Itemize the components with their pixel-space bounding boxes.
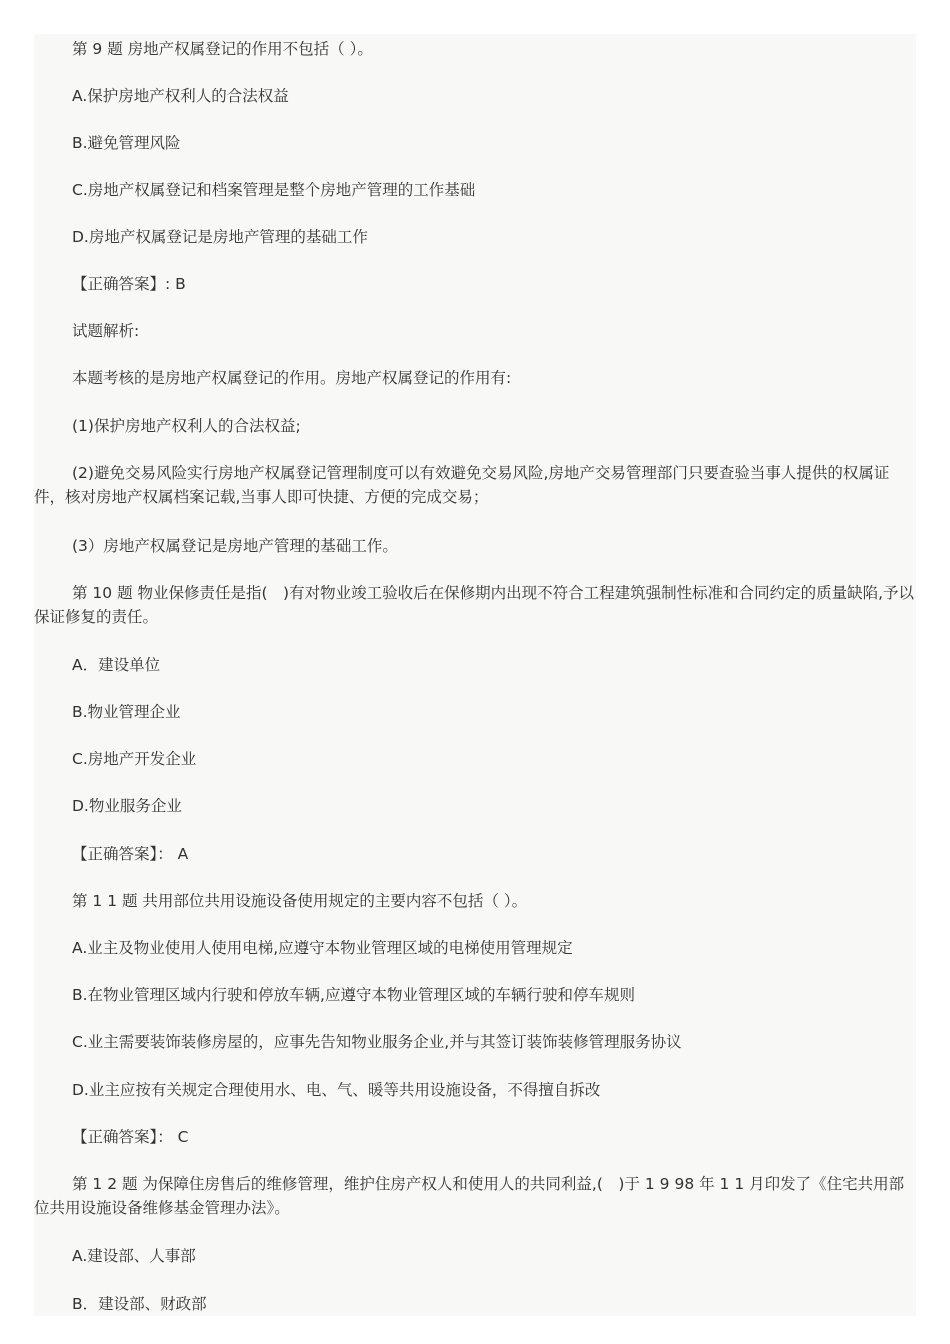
question-11-option-b: B.在物业管理区域内行驶和停放车辆,应遵守本物业管理区域的车辆行驶和停车规则 — [72, 986, 635, 1004]
question-10-answer: 【正确答案】： A — [72, 845, 189, 863]
question-11-option-a: A.业主及物业使用人使用电梯,应遵守本物业管理区域的电梯使用管理规定 — [72, 939, 573, 957]
question-10-option-a: A．建设单位 — [72, 656, 161, 674]
question-12-option-a: A.建设部、人事部 — [72, 1247, 196, 1265]
question-12-title: 第 1 2 题 为保障住房售后的维修管理，维护住房产权人和使用人的共同利益,( )于 1 9 98 年 1 1 月印发了《住宅共用部位共用设施设备维修基金管理办法》。 — [34, 1175, 905, 1217]
question-11-title: 第 1 1 题 共用部位共用设施设备使用规定的主要内容不包括（ ）。 — [72, 892, 528, 910]
question-10-option-b: B.物业管理企业 — [72, 703, 181, 721]
analysis-point-2: (2)避免交易风险实行房地产权属登记管理制度可以有效避免交易风险,房地产交易管理部门只要查验当事人提供的权属证件，核对房地产权属档案记载,当事人即可快捷、方便的完成交易； — [34, 464, 890, 506]
question-10-option-c: C.房地产开发企业 — [72, 750, 197, 768]
question-10-title: 第 10 题 物业保修责任是指( )有对物业竣工验收后在保修期内出现不符合工程建筑强制性标准和合同约定的质量缺陷,予以保证修复的责任。 — [34, 584, 915, 626]
question-9-option-c: C.房地产权属登记和档案管理是整个房地产管理的工作基础 — [72, 181, 476, 199]
question-11-option-d: D.业主应按有关规定合理使用水、电、气、暖等共用设施设备，不得擅自拆改 — [72, 1081, 601, 1099]
question-10-option-d: D.物业服务企业 — [72, 797, 182, 815]
question-11-answer: 【正确答案】： C — [72, 1128, 189, 1146]
question-9-option-a: A.保护房地产权利人的合法权益 — [72, 87, 289, 105]
analysis-intro: 本题考核的是房地产权属登记的作用。房地产权属登记的作用有: — [72, 369, 512, 387]
document-page — [34, 34, 916, 1316]
question-9-answer: 【正确答案】: B — [72, 275, 186, 293]
question-11-option-c: C.业主需要装饰装修房屋的，应事先告知物业服务企业,并与其签订装饰装修管理服务协议 — [72, 1033, 682, 1051]
question-9-option-d: D.房地产权属登记是房地产管理的基础工作 — [72, 228, 368, 246]
analysis-point-3: (3）房地产权属登记是房地产管理的基础工作。 — [72, 537, 398, 555]
analysis-point-1: (1)保护房地产权利人的合法权益; — [72, 417, 301, 435]
analysis-heading: 试题解析: — [72, 322, 140, 340]
question-9-title: 第 9 题 房地产权属登记的作用不包括（ ）。 — [72, 40, 373, 58]
question-9-option-b: B.避免管理风险 — [72, 134, 181, 152]
question-12-option-b: B．建设部、财政部 — [72, 1295, 207, 1313]
